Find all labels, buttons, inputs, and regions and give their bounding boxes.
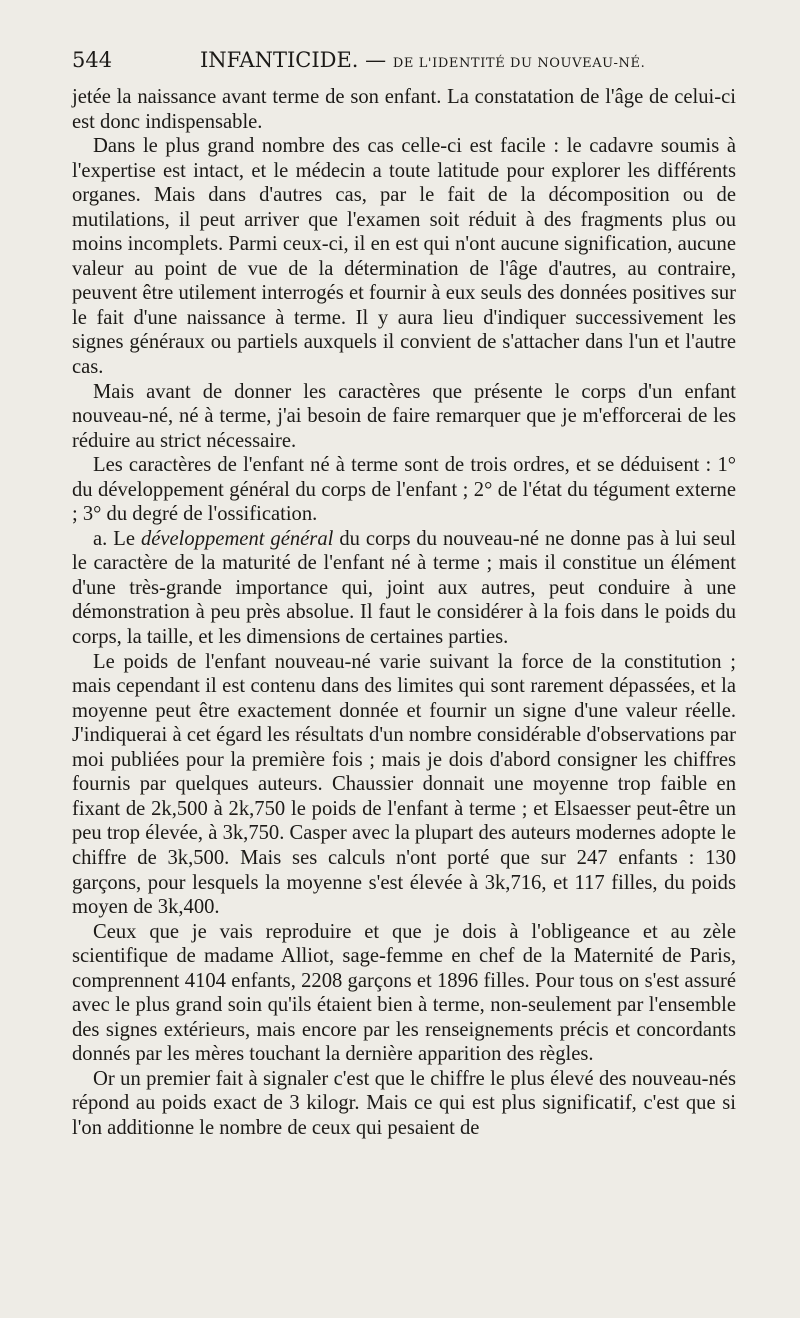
paragraph-7: Ceux que je vais reproduire et que je dois à l'obligeance et au zèle scientifique de madame Alliot, sage-femme en chef de la Maternité de Paris, comprennent 4104 enfants, 2208 garçons et 1896 filles. Pour tous on s'est assuré avec le plus grand soin qu'ils étaient bien à terme, non-seulement par l'ensemble des signes extérieurs, mais encore par les renseignements précis et concordants donnés par les mères touchant la dernière apparition des règles.	[72, 920, 736, 1066]
running-title	[200, 48, 645, 72]
paragraph-4: Les caractères de l'enfant né à terme sont de trois ordres, et se déduisent : 1° du développement général du corps de l'enfant ; 2° de l'état du tégument externe ; 3° du degré de l'ossification.	[72, 454, 736, 526]
section-subtitle: DE L'IDENTITÉ DU NOUVEAU-NÉ.	[392, 56, 646, 71]
para-a-rest: du corps du nouveau-né ne donne pas à lui seul le caractère de la maturité de l'enfant né à terme ; mais il constitue un élément d'une très-grande importance qui, joint aux autres, peut conduire à une démonstration à peu près absolue. Il faut le considérer à la fois dans le poids du corps, la taille, et les dimensions de certaines parties.	[72, 527, 737, 649]
paragraph-1: jetée la naissance avant terme de son enfant. La constatation de l'âge de celui-ci est donc indispensable.	[72, 86, 736, 133]
paragraph-8: Or un premier fait à signaler c'est que le chiffre le plus élevé des nouveau-nés répond au poids exact de 3 kilogr. Mais ce qui est plus significatif, c'est que si l'on additionne le nombre de ceux qui pesaient de	[72, 1067, 736, 1139]
para-a-italic: développement général	[140, 527, 334, 550]
title-separator: —	[365, 48, 387, 72]
para-a-lead: Le	[113, 527, 135, 550]
para-a-marker: a.	[93, 527, 108, 550]
paragraph-2: Dans le plus grand nombre des cas celle-ci est facile : le cadavre soumis à l'expertise est intact, et le médecin a toute latitude pour explorer les différents organes. Mais dans d'autres cas, par le fait de la décomposition ou de mutilations, il peut arriver que l'examen soit réduit à des fragments plus ou moins incomplets. Parmi ceux-ci, il en est qui n'ont aucune signification, aucune valeur au point de vue de la détermination de l'âge d'autres, au contraire, peuvent être utilement interrogés et fournir à eux seuls des données positives sur le fait d'une naissance à terme. Il y aura lieu d'indiquer successivement les signes généraux ou partiels auxquels il convient de s'attacher dans l'un et l'autre cas.	[72, 135, 736, 379]
chapter-title: INFANTICIDE.	[200, 48, 359, 72]
paragraph-3: Mais avant de donner les caractères que présente le corps d'un enfant nouveau-né, né à terme, j'ai besoin de faire remarquer que je m'efforcerai de les réduire au strict nécessaire.	[72, 380, 736, 452]
paragraph-6: Le poids de l'enfant nouveau-né varie suivant la force de la constitution ; mais cependant il est contenu dans des limites qui sont rarement dépassées, et la moyenne peut être exactement donnée et fournir un signe d'une valeur réelle. J'indiquerai à cet égard les résultats d'un nombre considérable d'observations par moi publiées pour la première fois ; mais je dois d'abord consigner les chiffres fournis par quelques auteurs. Chaussier donnait une moyenne trop faible en fixant de 2k,500 à 2k,750 le poids de l'enfant à terme ; et Elsaesser peut-être un peu trop élevée, à 3k,750. Casper avec la plupart des auteurs modernes adopte le chiffre de 3k,500. Mais ses calculs n'ont porté que sur 247 enfants : 130 garçons, pour lesquels la moyenne s'est élevée à 3k,716, et 117 filles, du poids moyen de 3k,400.	[72, 650, 736, 919]
body-text	[72, 85, 736, 1141]
paragraph-5	[72, 527, 736, 650]
page-number: 544	[72, 48, 113, 72]
running-header	[72, 48, 740, 80]
